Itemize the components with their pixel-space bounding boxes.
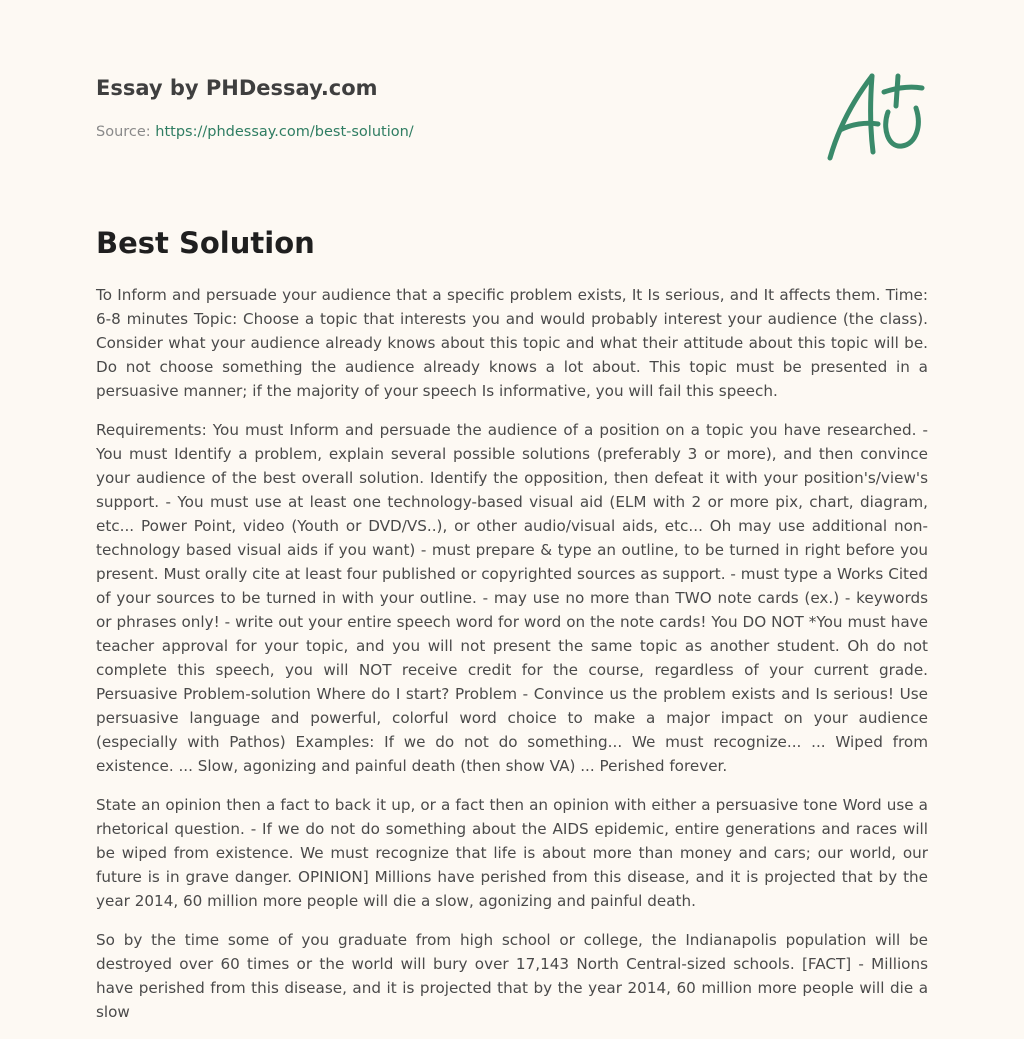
- essay-title: Best Solution: [96, 226, 315, 260]
- paragraph: Requirements: You must Inform and persuade the audience of a position on a topic you have researched. - You must Identify a problem, explain several possible solutions (preferably 3 or more), and then convince your audience of the best overall solution. Identify the opposition, then defeat it with your position's/view's support. - You must use at least one technology-based visual aid (ELM with 2 or more pix, chart, diagram, etc... Power Point, video (Youth or DVD/VS..), or other audio/visual aids, etc... Oh may use additional non-technology based visual aids if you want) - must prepare & type an outline, to be turned in right before you present. Must orally cite at least four published or copyrighted sources as support. - must type a Works Cited of your sources to be turned in with your outline. - may use no more than TWO note cards (ex.) - keywords or phrases only! - write out your entire speech word for word on the note cards! You DO NOT *You must have teacher approval for your topic, and you will not present the same topic as another student. Oh do not complete this speech, you will NOT receive credit for the course, regardless of your current grade. Persuasive Problem-solution Where do I start? Problem - Convince us the problem exists and Is serious! Use persuasive language and powerful, colorful word choice to make a major impact on your audience (especially with Pathos) Examples: If we do not do something... We must recognize... ... Wiped from existence. ... Slow, agonizing and painful death (then show VA) ... Perished forever.: [96, 421, 928, 775]
- source-line: [96, 124, 414, 140]
- paragraph: So by the time some of you graduate from high school or college, the Indianapolis population will be destroyed over 60 times or the world will bury over 17,143 North Central-sized schools. [FACT] - Millions have perished from this disease, and it is projected that by the year 2014, 60 million more people will die a slow: [96, 931, 928, 1021]
- site-title: Essay by PHDessay.com: [96, 76, 378, 100]
- paragraph: State an opinion then a fact to back it up, or a fact then an opinion with either a persuasive tone Word use a rhetorical question. - If we do not do something about the AIDS epidemic, entire generations and races will be wiped from existence. We must recognize that life is about more than money and cars; our world, our future is in grave danger. OPINION] Millions have perished from this disease, and it is projected that by the year 2014, 60 million more people will die a slow, agonizing and painful death.: [96, 796, 928, 910]
- grade-a-plus-logo: [826, 68, 926, 164]
- essay-body: [96, 283, 928, 1039]
- paragraph: To Inform and persuade your audience that a specific problem exists, It Is serious, and It affects them. Time: 6-8 minutes Topic: Choose a topic that interests you and would probably interest your audience (the class). Consider what your audience already knows about this topic and what their attitude about this topic will be. Do not choose something the audience already knows a lot about. This topic must be presented in a persuasive manner; if the majority of your speech Is informative, you will fail this speech.: [96, 286, 928, 400]
- source-link[interactable]: https://phdessay.com/best-solution/: [155, 124, 414, 140]
- source-label: Source:: [96, 124, 151, 140]
